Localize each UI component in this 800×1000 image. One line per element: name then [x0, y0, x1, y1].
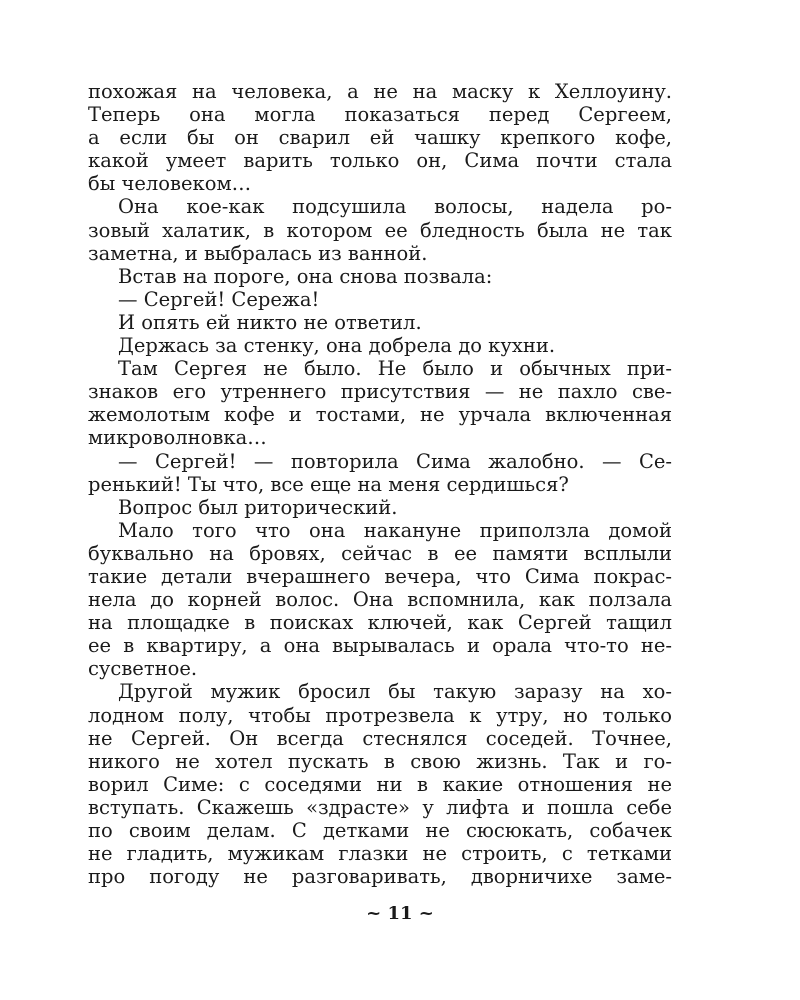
text-line: Другой мужик бросил бы такую заразу на хо- — [118, 680, 672, 704]
text-line: микроволновка… — [88, 426, 267, 450]
text-line: Мало того что она накануне приползла домой — [118, 518, 672, 542]
text-line: не Сергей. Он всегда стеснялся соседей. Точнее, — [88, 726, 672, 750]
text-line: знаков его утреннего присутствия — не пахло све- — [88, 380, 672, 404]
text-line: буквально на бровях, сейчас в ее памяти всплыли — [88, 541, 672, 565]
text-line: лодном полу, чтобы протрезвела к утру, но только — [88, 703, 672, 727]
text-line: не гладить, мужикам глазки не строить, с тетками — [88, 842, 672, 866]
text-line: сусветное. — [88, 657, 198, 681]
text-line: никого не хотел пускать в свою жизнь. Так и го- — [88, 749, 672, 773]
text-line: Она кое-как подсушила волосы, надела ро- — [118, 195, 672, 219]
text-line: какой умеет варить только он, Сима почти стала — [88, 149, 672, 173]
text-line: похожая на человека, а не на маску к Хеллоуину. — [88, 80, 672, 103]
body-text — [88, 80, 672, 888]
text-line: бы человеком… — [88, 172, 252, 196]
text-line: Встав на пороге, она снова позвала: — [118, 264, 493, 288]
text-line: ворил Симе: с соседями ни в какие отношения не — [88, 772, 672, 796]
text-line: вступать. Скажешь «здрасте» у лифта и пошла себе — [88, 795, 672, 819]
text-line: про погоду не разговаривать, дворничихе заме- — [88, 865, 672, 889]
text-line: жемолотым кофе и тостами, не урчала включенная — [88, 403, 672, 427]
text-line: Держась за стенку, она добрела до кухни. — [118, 334, 556, 358]
text-line: Там Сергея не было. Не было и обычных при- — [118, 357, 672, 381]
text-line: заметна, и выбралась из ванной. — [88, 241, 428, 265]
text-line: такие детали вчерашнего вечера, что Сима покрас- — [88, 564, 672, 588]
text-line: на площадке в поисках ключей, как Сергей тащил — [88, 611, 672, 635]
text-line: зовый халатик, в котором ее бледность была не так — [88, 218, 672, 242]
text-line: И опять ей никто не ответил. — [118, 310, 422, 334]
text-line: ренький! Ты что, все еще на меня сердишься? — [88, 472, 569, 496]
text-line: нела до корней волос. Она вспомнила, как ползала — [88, 588, 672, 612]
text-line: ее в квартиру, а она вырывалась и орала что-то не- — [88, 634, 672, 658]
text-line: Теперь она могла показаться перед Сергеем, — [88, 103, 672, 127]
text-line: — Сергей! — повторила Сима жалобно. — Се- — [118, 449, 672, 473]
text-line: а если бы он сварил ей чашку крепкого кофе, — [88, 126, 672, 150]
text-line: по своим делам. С детками не сюсюкать, собачек — [88, 819, 672, 842]
text-line: Вопрос был риторический. — [118, 495, 398, 519]
page-number: ~ 11 ~ — [366, 903, 434, 924]
text-line: — Сергей! Сережа! — [118, 287, 320, 311]
